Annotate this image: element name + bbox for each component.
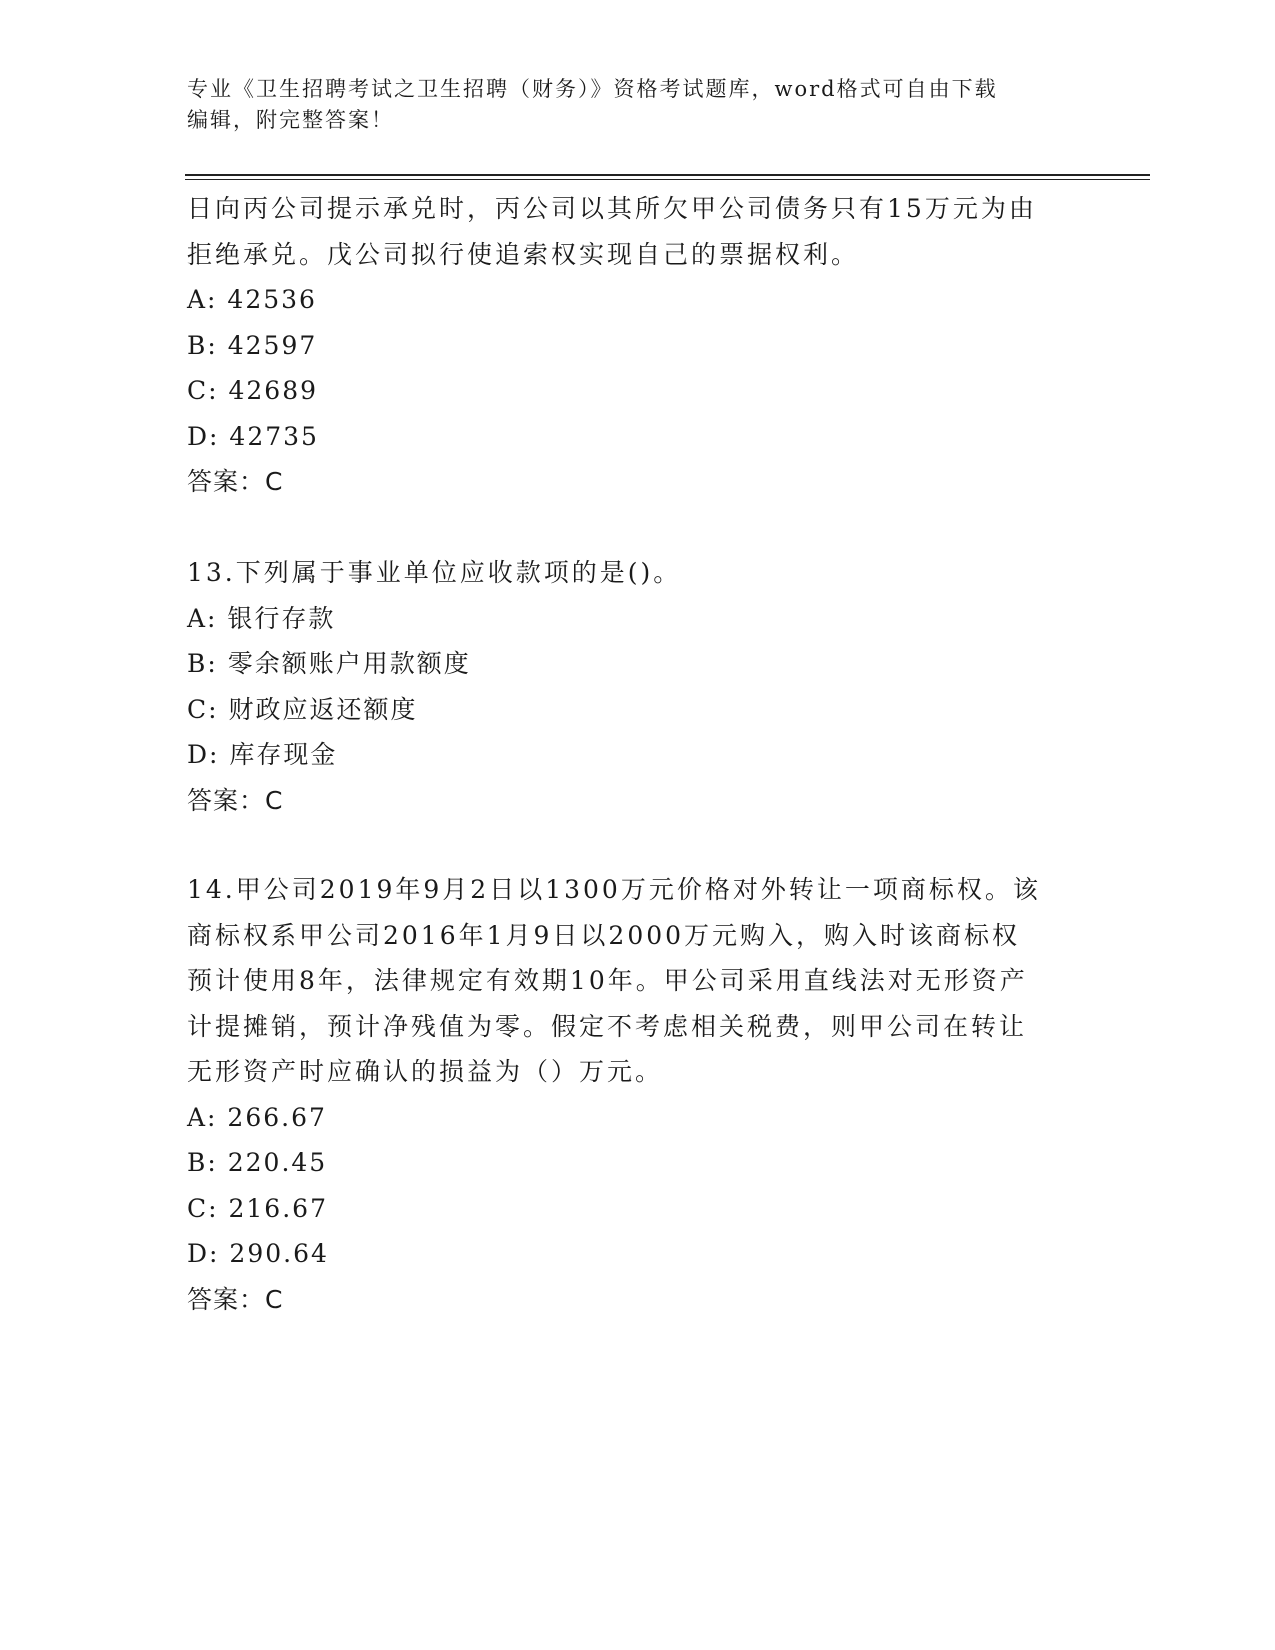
option-d: D: 库存现金 xyxy=(187,740,338,769)
answer-line: 答案：C xyxy=(187,785,284,815)
question-text-line: 13.下列属于事业单位应收款项的是()。 xyxy=(187,558,682,587)
option-b: B: 42597 xyxy=(187,330,318,360)
option-b: B: 220.45 xyxy=(187,1148,328,1177)
question-block-14 xyxy=(187,867,1077,1322)
option-d: D: 42735 xyxy=(187,421,319,451)
question-block-12 xyxy=(187,186,1077,505)
question-text-line: 商标权系甲公司2016年1月9日以2000万元购入，购入时该商标权 xyxy=(187,920,1021,950)
option-a: A: 266.67 xyxy=(187,1102,327,1132)
option-a: A: 42536 xyxy=(187,285,317,314)
option-c: C: 216.67 xyxy=(187,1193,328,1223)
answer-line: 答案：C xyxy=(187,1284,284,1314)
option-c: C: 42689 xyxy=(187,376,319,405)
document-header xyxy=(187,74,1067,136)
option-a: A: 银行存款 xyxy=(187,603,336,633)
question-text-line: 14.甲公司2019年9月2日以1300万元价格对外转让一项商标权。该 xyxy=(187,875,1041,904)
header-divider-thick xyxy=(185,174,1150,176)
header-divider-thin xyxy=(185,179,1150,180)
header-line-2: 编辑，附完整答案！ xyxy=(187,108,394,132)
header-line-1: 专业《卫生招聘考试之卫生招聘（财务）》资格考试题库，word格式可自由下载 xyxy=(187,77,998,101)
question-text-line: 日向丙公司提示承兑时，丙公司以其所欠甲公司债务只有15万元为由 xyxy=(187,194,1037,223)
question-text-line: 无形资产时应确认的损益为（）万元。 xyxy=(187,1057,664,1086)
question-block-13 xyxy=(187,550,1077,823)
answer-line: 答案：C xyxy=(187,467,284,496)
question-text-line: 拒绝承兑。戊公司拟行使追索权实现自己的票据权利。 xyxy=(187,239,860,269)
question-text-line: 计提摊销，预计净残值为零。假定不考虑相关税费，则甲公司在转让 xyxy=(187,1011,1028,1041)
option-c: C: 财政应返还额度 xyxy=(187,694,418,724)
question-text-line: 预计使用8年，法律规定有效期10年。甲公司采用直线法对无形资产 xyxy=(187,966,1028,995)
option-d: D: 290.64 xyxy=(187,1239,329,1268)
option-b: B: 零余额账户用款额度 xyxy=(187,649,471,678)
